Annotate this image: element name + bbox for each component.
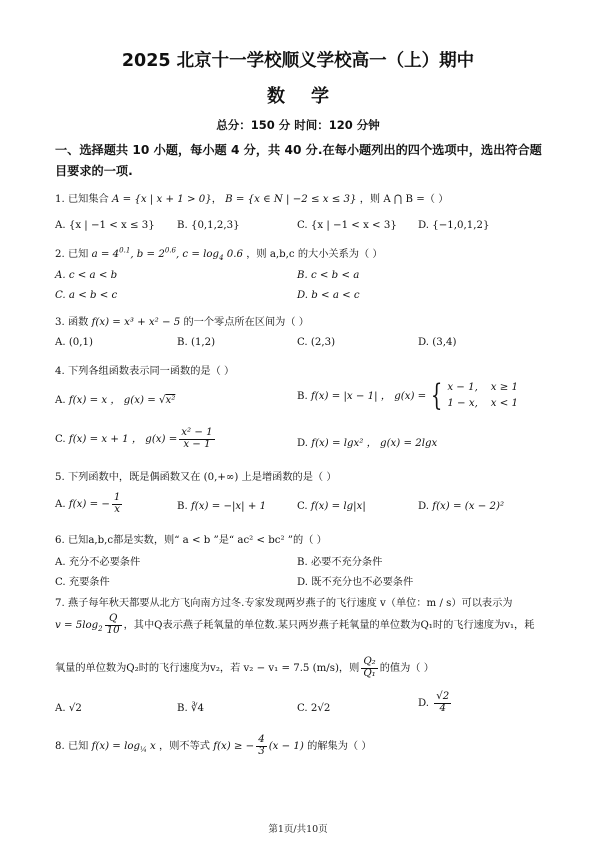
- q7-option-a: A. √2: [55, 703, 82, 714]
- q5-option-b-label: B.: [177, 501, 188, 512]
- q1-option-b: B. {0,1,2,3}: [177, 220, 240, 231]
- q3-expression: f(x) = x³ + x² − 5: [91, 317, 181, 328]
- q8-stem-prefix: 8. 已知: [55, 741, 89, 753]
- q5-stem-suffix: 上是增函数的是（ ）: [241, 472, 337, 483]
- question-8: 8. 已知 $f(x) = \log_{\frac{1}{4}} x$ ，则不等式 f(x) ≥ − $\frac{4}{3}$ (x − 1) 的解集为（ ）: [55, 734, 372, 757]
- q8-stem-suffix: 的解集为（ ）: [307, 741, 372, 753]
- q3-option-d: D. (3,4): [418, 337, 457, 348]
- q1-option-c: C. {x | −1 < x < 3}: [297, 220, 397, 231]
- q4-option-a-label: A.: [55, 395, 66, 406]
- question-2: [55, 245, 383, 262]
- question-7-line-1: 7. 燕子每年秋天都要从北方飞向南方过冬.专家发现两岁燕子的飞行速度 v（单位：m / s）可以表示为: [55, 598, 513, 609]
- q6-option-a: A. 充分不必要条件: [55, 557, 141, 568]
- q7-option-d-label: D.: [418, 698, 430, 710]
- q2-stem-tail: ，则 a,b,c 的大小关系为（ ）: [246, 249, 383, 260]
- q5-option-a: A. f(x) = − $\frac{1}{x}$: [55, 492, 121, 515]
- q6-option-c: C. 充要条件: [55, 577, 110, 588]
- question-1: 1. 已知集合 A = {x | x + 1 > 0}， B = {x ∈ N | −2 ≤ x ≤ 3} ，则 A ⋂ B =（ ）: [55, 194, 449, 205]
- question-4: 4. 下列各组函数表示同一函数的是（ ）: [55, 366, 235, 377]
- q5-option-d: D. f(x) = (x − 2)²: [418, 501, 505, 512]
- q1-set-a: A = {x | x + 1 > 0}: [111, 194, 212, 205]
- q7-line-3-prefix: 氧量的单位数为Q₂时的飞行速度为v₂，若 v₂ − v₁ = 7.5 (m/s)，则: [55, 663, 360, 675]
- q2-stem: 2. 已知: [55, 249, 89, 260]
- section-heading: 一、选择题共 10 小题，每小题 4 分，共 40 分.在每小题列出的四个选项中，选出符合题目要求的一项.: [55, 143, 542, 178]
- q4-option-b-label: B.: [297, 391, 308, 402]
- q4-option-c-label: C.: [55, 434, 66, 446]
- q2-option-a: A. c < a < b: [55, 270, 118, 281]
- q7-option-d: D. $\frac{√2}{4}$: [418, 691, 450, 714]
- exam-title: 2025 北京十一学校顺义学校高一（上）期中: [121, 51, 475, 71]
- q7-line-3-suffix: 的值为（ ）: [379, 663, 434, 675]
- question-7-line-2: $v = 5\log_2$ $\frac{Q}{10}$ ，其中Q表示燕子耗氧量的单位数.某只两岁燕子耗氧量的单位数为Q₁时的飞行速度为v₁，耗: [55, 613, 535, 636]
- q4-option-d-label: D.: [297, 438, 309, 449]
- q1-option-a: A. {x | −1 < x ≤ 3}: [55, 220, 155, 231]
- q1-stem-suffix: ，则 A ⋂ B =（ ）: [359, 194, 449, 205]
- q1-set-b: B = {x ∈ N | −2 ≤ x ≤ 3}: [225, 194, 357, 205]
- q7-line-2-tail: ，其中Q表示燕子耗氧量的单位数.某只两岁燕子耗氧量的单位数为Q₁时的飞行速度为v₁，耗: [123, 620, 535, 632]
- q3-stem-prefix: 3. 函数: [55, 317, 89, 328]
- q5-interval: (0,+∞): [203, 472, 239, 483]
- q5-option-c: C. f(x) = lg|x|: [297, 501, 366, 512]
- q2-option-b: B. c < b < a: [297, 270, 360, 281]
- q1-stem-prefix: 1. 已知集合: [55, 194, 109, 205]
- q8-stem-mid: ，则不等式: [159, 741, 210, 753]
- exam-meta: 总分：150 分 时间：120 分钟: [216, 118, 380, 132]
- question-7-line-3: 氧量的单位数为Q₂时的飞行速度为v₂，若 v₂ − v₁ = 7.5 (m/s)，则 $\frac{\text{Q₂}}{\text{Q₁}}$ 的值为（ ）: [55, 656, 434, 679]
- question-6: 6. 已知a,b,c都是实数，则“ a < b ”是“ ac² < bc² ”的（ ）: [55, 535, 327, 546]
- q3-option-a: A. (0,1): [55, 337, 93, 348]
- subject-title: 数学: [267, 86, 355, 107]
- q3-option-b: B. (1,2): [177, 337, 216, 348]
- q2-expression: $a = 4^{0.1}$, $b = 2^{0.6}$, $c = \log_4 0.6$: [91, 246, 243, 263]
- q5-option-d-label: D.: [418, 501, 430, 512]
- q3-option-c: C. (2,3): [297, 337, 336, 348]
- q7-option-c: C. 2√2: [297, 703, 331, 714]
- q5-stem-prefix: 5. 下列函数中，既是偶函数又在: [55, 472, 201, 483]
- q2-option-d: D. b < a < c: [297, 290, 360, 301]
- q5-option-a-label: A.: [55, 499, 66, 511]
- q5-option-b: B. f(x) = −|x| + 1: [177, 501, 267, 512]
- q7-option-b: B. ∛4: [177, 703, 204, 714]
- q6-option-b: B. 必要不充分条件: [297, 557, 383, 568]
- q3-stem-suffix: 的一个零点所在区间为（ ）: [183, 317, 309, 328]
- q1-option-d: D. {−1,0,1,2}: [418, 220, 490, 231]
- page-footer: 第1页/共10页: [268, 824, 328, 835]
- q4-option-d: D. f(x) = lgx² ， g(x) = 2lgx: [297, 438, 438, 449]
- q4-option-b: B. f(x) = |x − 1| ， g(x) = { x − 1, x ≥ 1 1 − x, x < 1: [297, 378, 518, 413]
- q2-option-c: C. a < b < c: [55, 290, 118, 301]
- q5-option-c-label: C.: [297, 501, 308, 512]
- q6-option-d: D. 既不充分也不必要条件: [297, 577, 414, 588]
- q4-option-c: C. f(x) = x + 1 ， g(x) = $\frac{\text{x² − 1}}{x - 1}$: [55, 427, 213, 450]
- question-3: [55, 313, 309, 328]
- q4-option-a: A. f(x) = x ， g(x) = √x²: [55, 395, 176, 406]
- question-5: [55, 468, 337, 483]
